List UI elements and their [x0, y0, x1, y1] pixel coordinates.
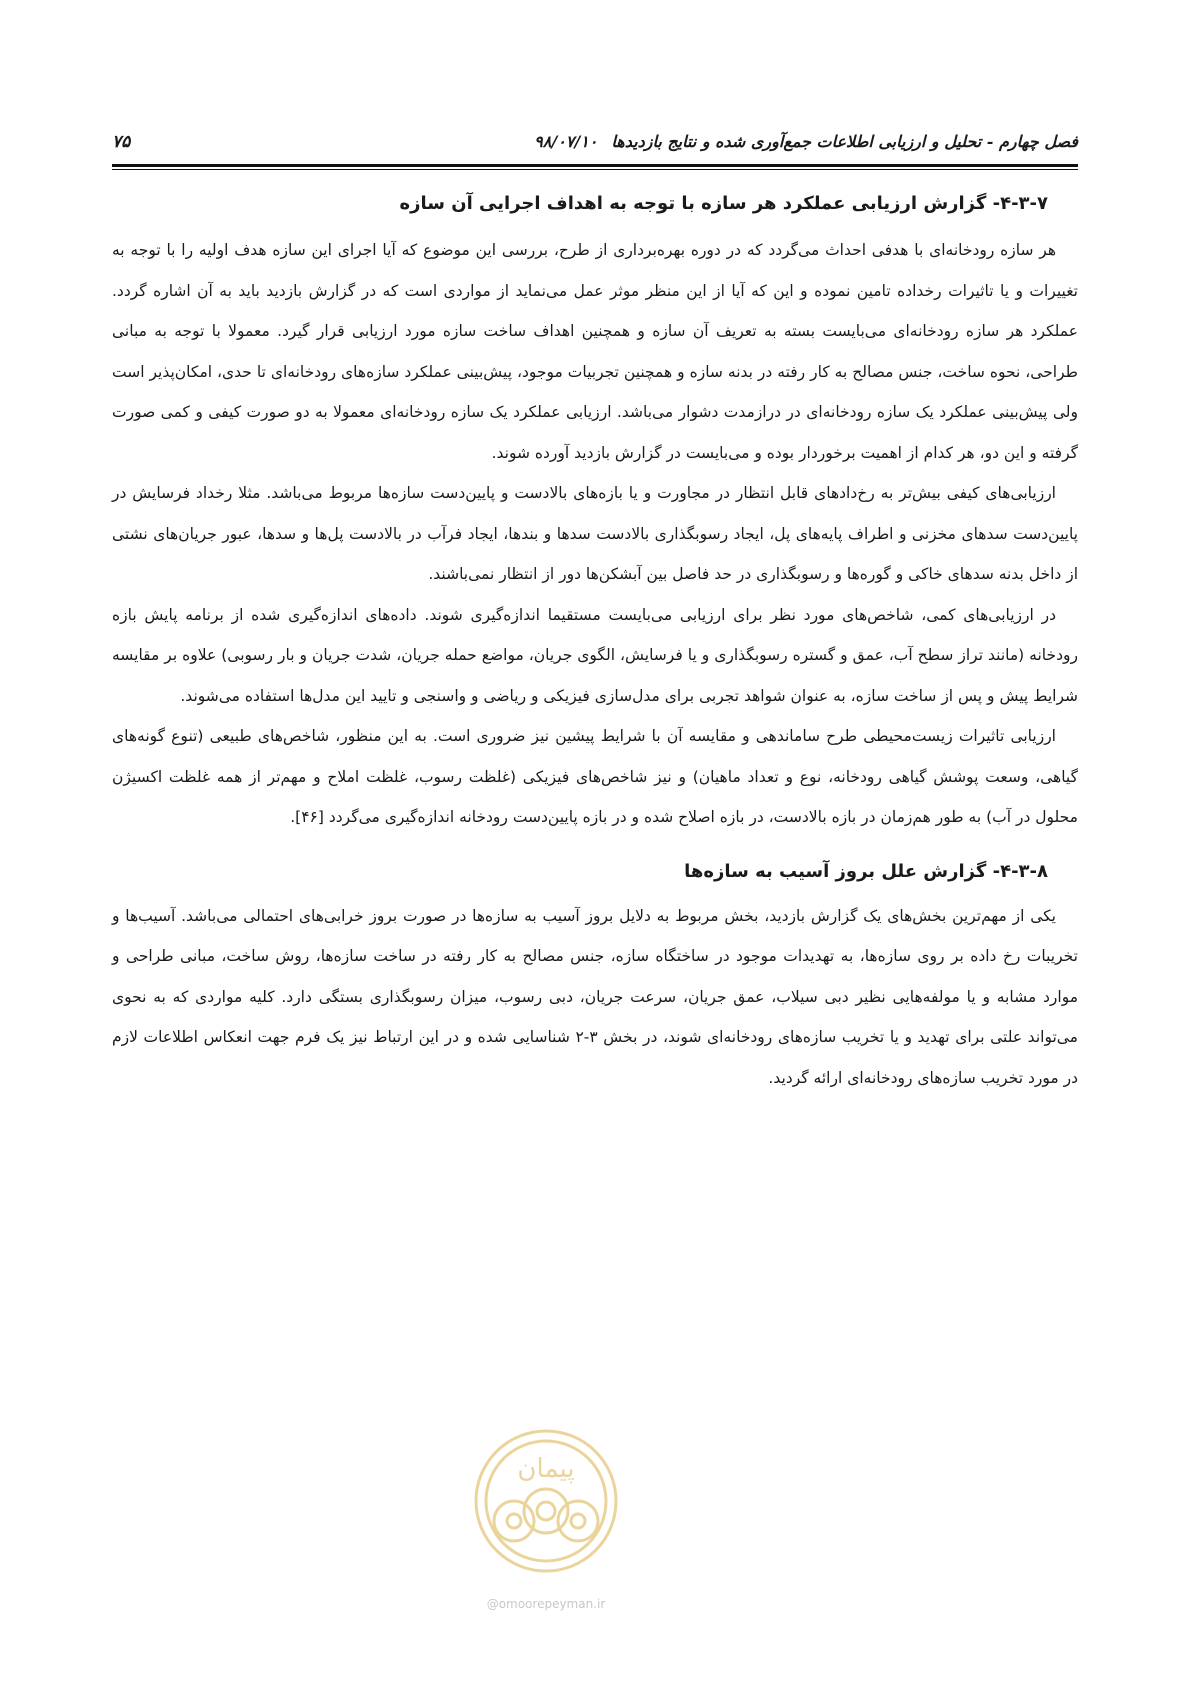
section-heading: ۴-۳-۷- گزارش ارزیابی عملکرد هر سازه با توجه به اهداف اجرایی آن سازه [399, 193, 1048, 214]
running-header [112, 132, 1078, 162]
watermark-logo [470, 1425, 622, 1630]
paragraph: در ارزیابی‌های کمی، شاخص‌های مورد نظر برای ارزیابی می‌بایست مستقیما اندازه‌گیری شوند. داده‌های اندازه‌گیری شده از برنامه پایش بازه رودخانه (مانند تراز سطح آب، عمق و گستره رسوبگذاری و یا فرسایش، الگوی جریان، مواضع حمله جریان، شدت جریان و بار رسوبی) علاوه بر مقایسه شرایط پیش و پس از ساخت سازه، به عنوان شواهد تجربی برای مدل‌سازی فیزیکی و ریاضی و واسنجی و تایید این مدل‌ها استفاده می‌شوند. [112, 605, 1078, 705]
page-number: ۷۵ [112, 132, 131, 152]
header-divider [112, 164, 1078, 170]
chapter-title-text: فصل چهارم - تحلیل و ارزیابی اطلاعات جمع‌آوری شده و نتایج بازدیدها [611, 132, 1078, 151]
watermark-url: @omoorepeyman.ir [486, 1597, 606, 1611]
paragraph: هر سازه رودخانه‌ای با هدفی احداث می‌گردد که در دوره بهره‌برداری از طرح، بررسی این موضوع که آیا اجرای این سازه هدف اولیه را با توجه به تغییرات و یا تاثیرات رخداده تامین نموده و این که آیا از این منظر موثر عمل می‌نماید از مواردی است که در گزارش بازدید باید به آن اشاره گردد. عملکرد هر سازه رودخانه‌ای می‌بایست بسته به تعریف آن سازه و همچنین اهداف ساخت سازه مورد ارزیابی قرار گیرد. معمولا با توجه به مبانی طراحی، نحوه ساخت، جنس مصالح به کار رفته در بدنه سازه و همچنین تجربیات موجود، پیش‌بینی عملکرد سازه‌های رودخانه‌ای تا حدی، امکان‌پذیر است ولی پیش‌بینی عملکرد یک سازه رودخانه‌ای در درازمدت دشوار می‌باشد. ارزیابی عملکرد یک سازه رودخانه‌ای معمولا به دو صورت کیفی و کمی صورت گرفته و این دو، هر کدام از اهمیت برخوردار بوده و می‌بایست در گزارش بازدید آورده شوند. [112, 241, 1078, 462]
paragraph: ارزیابی تاثیرات زیست‌محیطی طرح ساماندهی و مقایسه آن با شرایط پیشین نیز ضروری است. به این منظور، شاخص‌های طبیعی (تنوع گونه‌های گیاهی، وسعت پوشش گیاهی رودخانه، نوع و تعداد ماهیان) و نیز شاخص‌های فیزیکی (غلظت رسوب، غلظت املاح و مهم‌تر از همه غلظت اکسیژن محلول در آب) به طور هم‌زمان در بازه بالادست، در بازه اصلاح شده و در بازه پایین‌دست رودخانه اندازه‌گیری می‌گردد [۴۶]. [112, 727, 1078, 826]
page-content [112, 190, 1078, 1098]
paragraph: ارزیابی‌های کیفی بیش‌تر به رخ‌دادهای قابل انتظار در مجاورت و یا بازه‌های بالادست و پایین‌دست سازه‌ها مربوط می‌باشد. مثلا رخداد فرسایش در پایین‌دست سدهای مخزنی و اطراف پایه‌های پل، ایجاد رسوبگذاری بالادست سدها و بندها، ایجاد فرآب در بالادست پل‌ها و سدها، عبور جریان‌های نشتی از داخل بدنه سدهای خاکی و گوره‌ها و رسوبگذاری در حد فاصل بین آبشکن‌ها دور از انتظار نمی‌باشند. [112, 484, 1078, 583]
gear-seal-icon [470, 1425, 622, 1577]
header-date: ۹۸/۰۷/۱۰ [534, 132, 598, 151]
chapter-title [534, 132, 1078, 151]
paragraph: یکی از مهم‌ترین بخش‌های یک گزارش بازدید، بخش مربوط به دلایل بروز آسیب به سازه‌ها در صورت بروز خرابی‌های احتمالی می‌باشد. آسیب‌ها و تخریبات رخ داده بر روی سازه‌ها، به تهدیدات موجود در ساختگاه سازه، جنس مصالح به کار رفته در ساخت سازه‌ها، روش ساخت، مبانی طراحی و موارد مشابه و یا مولفه‌هایی نظیر دبی سیلاب، عمق جریان، سرعت جریان، دبی رسوب، میزان رسوبگذاری بستگی دارد. کلیه مواردی که به نحوی می‌تواند علتی برای تهدید و یا تخریب سازه‌های رودخانه‌ای شوند، در بخش ۳-۲ شناسایی شده و در این ارتباط نیز یک فرم جهت انعکاس اطلاعات لازم در مورد تخریب سازه‌های رودخانه‌ای ارائه گردید. [112, 906, 1078, 1087]
watermark-logo-text: پیمان [517, 1454, 575, 1484]
section-heading: ۴-۳-۸- گزارش علل بروز آسیب به سازه‌ها [684, 860, 1048, 882]
